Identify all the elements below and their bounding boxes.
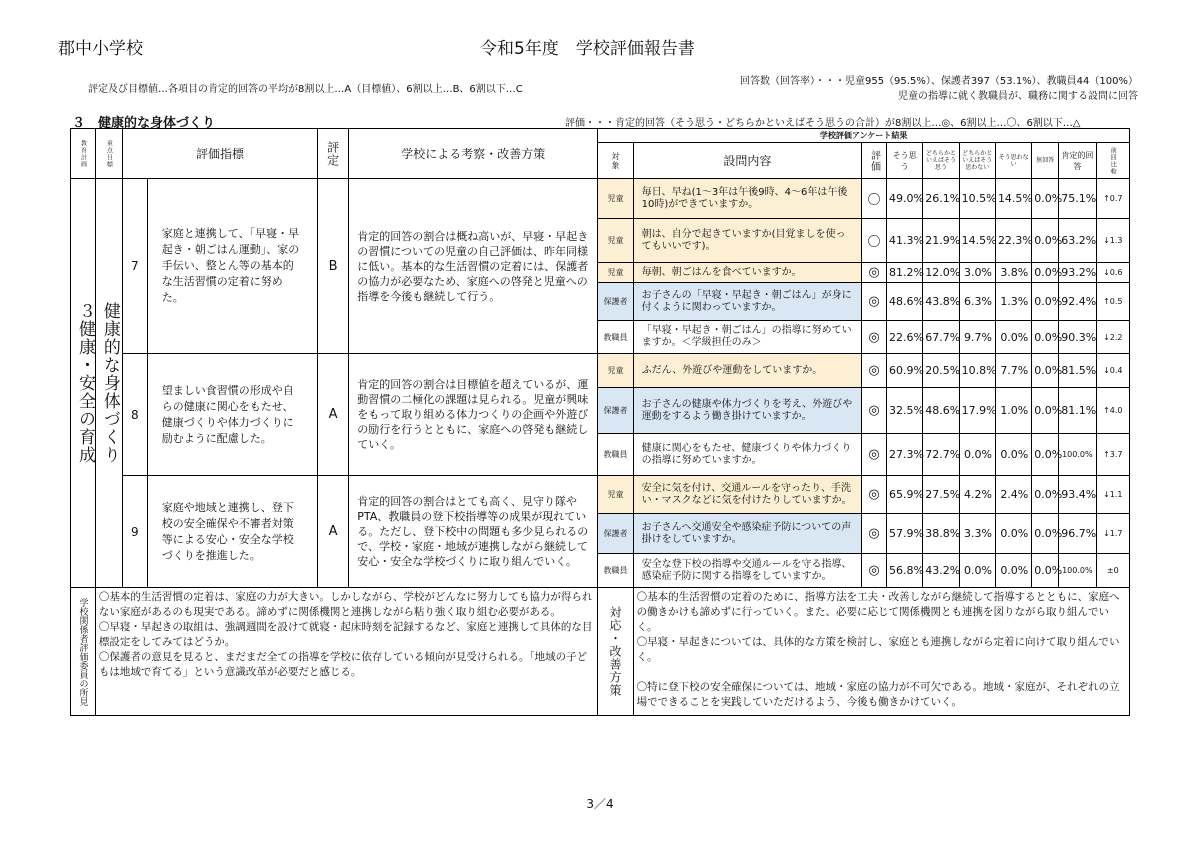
disagree-value: 0.0% [995,434,1031,476]
agree-value: 41.3% [886,219,922,263]
rating-grade: A [318,354,349,476]
positive-value: 93.2% [1059,263,1096,283]
evaluation-mark: ◎ [862,514,887,554]
prev-comparison: ↓2.2 [1096,321,1129,354]
committee-label: 学校関係者評価委員の所見 [71,588,96,716]
evaluation-mark: ◎ [862,554,887,588]
school-name: 郡中小学校 [58,39,143,59]
agree-value: 49.0% [886,179,922,219]
somewhat-disagree-value: 17.9% [959,388,995,434]
evaluation-mark: ◎ [862,321,887,354]
prev-comparison: ↓0.6 [1096,263,1129,283]
col-target: 対象 [598,143,633,179]
section-title: ３ 健康的な身体づくり [72,116,216,131]
rating-criteria: 評定及び目標値…各項目の肯定的回答の平均が8割以上…A（目標値）、6割以上…B、6割以下…C [88,84,523,95]
somewhat-agree-value: 21.9% [923,219,959,263]
evaluation-mark: ◎ [862,263,887,283]
no-answer-value: 0.0% [1032,388,1059,434]
question-cell: 健康に関心をもたせ、健康づくりや体力づくりの指導に努めていますか。 [633,434,861,476]
evaluation-mark: ◎ [862,388,887,434]
somewhat-agree-value: 26.1% [923,179,959,219]
no-answer-value: 0.0% [1032,179,1059,219]
indicator-text: 家庭や地域と連携し、登下校の安全確保や不審者対策等による安心・安全な学校づくりを推進した。 [147,476,317,588]
col-disagree: そう思わない [995,143,1031,179]
rating-grade: A [318,476,349,588]
indicator-text: 家庭と連携して、「早寝・早起き・朝ごはん運動」、家の手伝い、整とん等の基本的な生活習慣の定着に努めた。 [147,179,317,354]
col-survey: 学校評価アンケート結果 [598,129,1130,143]
staff-note: 児童の指導に就く教職員が、職務に関する設問に回答 [898,91,1138,102]
col-somewhat-agree: どちらかといえばそう思う [923,143,959,179]
measures-text: 肯定的回答の割合は概ね高いが、早寝・早起きの習慣についての児童の自己評価は、昨年同様に低い。基本的な生活習慣の定着には、保護者の協力が必要なため、家庭への啓発と児童への指導を今後も継続して行う。 [349,179,598,354]
col-rating: 評定 [318,129,349,179]
somewhat-disagree-value: 10.8% [959,354,995,388]
question-cell: 朝は、自分で起きていますか(目覚ましを使ってもいいです)。 [633,219,861,263]
col-prev: 前回比較 [1096,143,1129,179]
somewhat-disagree-value: 9.7% [959,321,995,354]
disagree-value: 14.5% [995,179,1031,219]
positive-value: 100.0% [1059,434,1096,476]
col-plan: 教育計画 [71,129,96,179]
prev-comparison: ↓1.3 [1096,219,1129,263]
somewhat-agree-value: 67.7% [923,321,959,354]
evaluation-table [70,128,1130,716]
question-cell: お子さんへ交通安全や感染症予防についての声掛けをしていますか。 [633,514,861,554]
somewhat-agree-value: 43.8% [923,283,959,321]
somewhat-agree-value: 27.5% [923,476,959,514]
disagree-value: 3.8% [995,263,1031,283]
response-rate: 回答数（回答率）・・・児童955（95.5%）、保護者397（53.1%）、教職員44（100%） [739,76,1138,87]
somewhat-agree-value: 38.8% [923,514,959,554]
evaluation-mark: ◎ [862,434,887,476]
agree-value: 57.9% [886,514,922,554]
no-answer-value: 0.0% [1032,554,1059,588]
somewhat-agree-value: 43.2% [923,554,959,588]
response-label: 対応・改善方策 [598,588,633,716]
prev-comparison: ↑4.0 [1096,388,1129,434]
question-cell: お子さんの健康や体力づくりを考え、外遊びや運動をするよう働き掛けていますか。 [633,388,861,434]
agree-value: 56.8% [886,554,922,588]
target-cell: 保護者 [598,514,633,554]
target-cell: 保護者 [598,388,633,434]
target-cell: 児童 [598,354,633,388]
col-measures: 学校による考察・改善方策 [349,129,598,179]
evaluation-legend: 評価・・・肯定的回答（そう思う・どちらかといえばそう思うの合計）が8割以上…◎、6割以上…〇、6割以下…△ [565,118,1081,129]
positive-value: 93.4% [1059,476,1096,514]
positive-value: 81.1% [1059,388,1096,434]
response-info [740,74,1138,104]
evaluation-mark: 〇 [862,179,887,219]
measures-text: 肯定的回答の割合はとても高く、見守り隊やPTA、教職員の登下校指導等の成果が現れている。ただし、登下校中の問題も多少見られるので、学校・家庭・地域が連携しながら継続して安心・安全な学校づくりに取り組んでいく。 [349,476,598,588]
col-question: 設問内容 [633,143,861,179]
col-indicator: 評価指標 [122,129,317,179]
positive-value: 63.2% [1059,219,1096,263]
prev-comparison: ↓0.4 [1096,354,1129,388]
col-agree: そう思う [886,143,922,179]
somewhat-agree-value: 20.5% [923,354,959,388]
page-number: 3／4 [586,797,614,811]
measures-text: 肯定的回答の割合は目標値を超えているが、運動習慣の二極化の課題は見られる。児童が興味をもって取り組める体力つくりの企画や外遊びの励行を行うとともに、家庭への啓発も継続していく。 [349,354,598,476]
positive-value: 81.5% [1059,354,1096,388]
target-cell: 児童 [598,179,633,219]
disagree-value: 7.7% [995,354,1031,388]
evaluation-mark: 〇 [862,219,887,263]
item-number: 9 [122,476,147,588]
somewhat-disagree-value: 6.3% [959,283,995,321]
positive-value: 75.1% [1059,179,1096,219]
evaluation-mark: ◎ [862,476,887,514]
disagree-value: 0.0% [995,514,1031,554]
somewhat-agree-value: 72.7% [923,434,959,476]
target-cell: 教職員 [598,554,633,588]
target-cell: 教職員 [598,434,633,476]
prev-comparison: ↑0.5 [1096,283,1129,321]
target-cell: 児童 [598,476,633,514]
disagree-value: 22.3% [995,219,1031,263]
prev-comparison: ↓1.1 [1096,476,1129,514]
no-answer-value: 0.0% [1032,476,1059,514]
response-text: 〇基本的生活習慣の定着のために、指導方法を工夫・改善しながら継続して指導するとともに、家庭への働きかけも諦めずに行っていく。また、必要に応じて関係機関とも連携を図りながら取り組んでいく。 〇早寝・早起きについては、具体的な方策を検討し、家庭とも連携しながら定着に向けて取り組んでいく。 〇特に登下校の安全確保については、地域・家庭の協力が不可欠である。地域・家庭が、それぞれの立場でできることを実践していただけるよう、今後も働きかけていく。 [633,588,1129,716]
target-cell: 保護者 [598,283,633,321]
indicator-text: 望ましい食習慣の形成や自らの健康に関心をもたせ、健康づくりや体力づくりに励むように配慮した。 [147,354,317,476]
no-answer-value: 0.0% [1032,434,1059,476]
no-answer-value: 0.0% [1032,263,1059,283]
disagree-value: 1.0% [995,388,1031,434]
no-answer-value: 0.0% [1032,219,1059,263]
rating-grade: B [318,179,349,354]
committee-comments: 〇基本的生活習慣の定着は、家庭の力が大きい。しかしながら、学校がどんなに努力しても協力が得られない家庭があるのも現実である。諦めずに関係機関と連携しながら粘り強く取り組む必要がある。 〇早寝・早起きの取組は、強調週間を設けて就寝・起床時刻を記録するなど、家庭と連携して具体的な目標設定をしてみてはどうか。 〇保護者の意見を見ると、まだまだ全ての指導を学校に依存している傾向が見受けられる。「地域の子どもは地域で育てる」という意識改革が必要だと感じる。 [95,588,597,716]
table-row [71,476,1130,514]
col-somewhat-disagree: どちらかといえばそう思わない [959,143,995,179]
document-title: 令和5年度 学校評価報告書 [480,39,695,59]
table-row [71,354,1130,388]
prev-comparison: ↑0.7 [1096,179,1129,219]
somewhat-disagree-value: 4.2% [959,476,995,514]
somewhat-agree-value: 48.6% [923,388,959,434]
positive-value: 90.3% [1059,321,1096,354]
somewhat-disagree-value: 0.0% [959,554,995,588]
agree-value: 65.9% [886,476,922,514]
somewhat-disagree-value: 14.5% [959,219,995,263]
disagree-value: 0.0% [995,554,1031,588]
agree-value: 27.3% [886,434,922,476]
no-answer-value: 0.0% [1032,321,1059,354]
agree-value: 48.6% [886,283,922,321]
agree-value: 32.5% [886,388,922,434]
prev-comparison: ±0 [1096,554,1129,588]
question-cell: 安全に気を付け、交通ルールを守ったり、手洗い・マスクなどに気を付けたりしていますか。 [633,476,861,514]
question-cell: 「早寝・早起き・朝ごはん」の指導に努めていますか。＜学級担任のみ＞ [633,321,861,354]
prev-comparison: ↑3.7 [1096,434,1129,476]
disagree-value: 1.3% [995,283,1031,321]
focus-cell: 健康的な身体づくり [95,179,122,588]
agree-value: 60.9% [886,354,922,388]
item-number: 8 [122,354,147,476]
evaluation-mark: ◎ [862,283,887,321]
target-cell: 児童 [598,263,633,283]
positive-value: 100.0% [1059,554,1096,588]
somewhat-disagree-value: 3.3% [959,514,995,554]
target-cell: 教職員 [598,321,633,354]
question-cell: 安全な登下校の指導や交通ルールを守る指導、感染症予防に関する指導をしていますか。 [633,554,861,588]
question-cell: 毎日、早ね(1～3年は午後9時、4～6年は午後10時)ができていますか。 [633,179,861,219]
disagree-value: 0.0% [995,321,1031,354]
somewhat-disagree-value: 3.0% [959,263,995,283]
col-positive: 肯定的回答 [1059,143,1096,179]
no-answer-value: 0.0% [1032,283,1059,321]
item-number: 7 [122,179,147,354]
agree-value: 22.6% [886,321,922,354]
somewhat-disagree-value: 0.0% [959,434,995,476]
plan-cell: ３健康・安全の育成 [71,179,96,588]
question-cell: お子さんの「早寝・早起き・朝ごはん」が身に付くように関わっていますか。 [633,283,861,321]
question-cell: 毎朝、朝ごはんを食べていますか。 [633,263,861,283]
prev-comparison: ↓1.7 [1096,514,1129,554]
target-cell: 児童 [598,219,633,263]
somewhat-disagree-value: 10.5% [959,179,995,219]
no-answer-value: 0.0% [1032,354,1059,388]
evaluation-mark: ◎ [862,354,887,388]
table-row [71,179,1130,219]
col-focus: 重点目標 [95,129,122,179]
col-no-answer: 無回答 [1032,143,1059,179]
positive-value: 92.4% [1059,283,1096,321]
disagree-value: 2.4% [995,476,1031,514]
bottom-row [71,588,1130,716]
question-cell: ふだん、外遊びや運動をしていますか。 [633,354,861,388]
somewhat-agree-value: 12.0% [923,263,959,283]
col-evaluation: 評価 [862,143,887,179]
positive-value: 96.7% [1059,514,1096,554]
agree-value: 81.2% [886,263,922,283]
no-answer-value: 0.0% [1032,514,1059,554]
